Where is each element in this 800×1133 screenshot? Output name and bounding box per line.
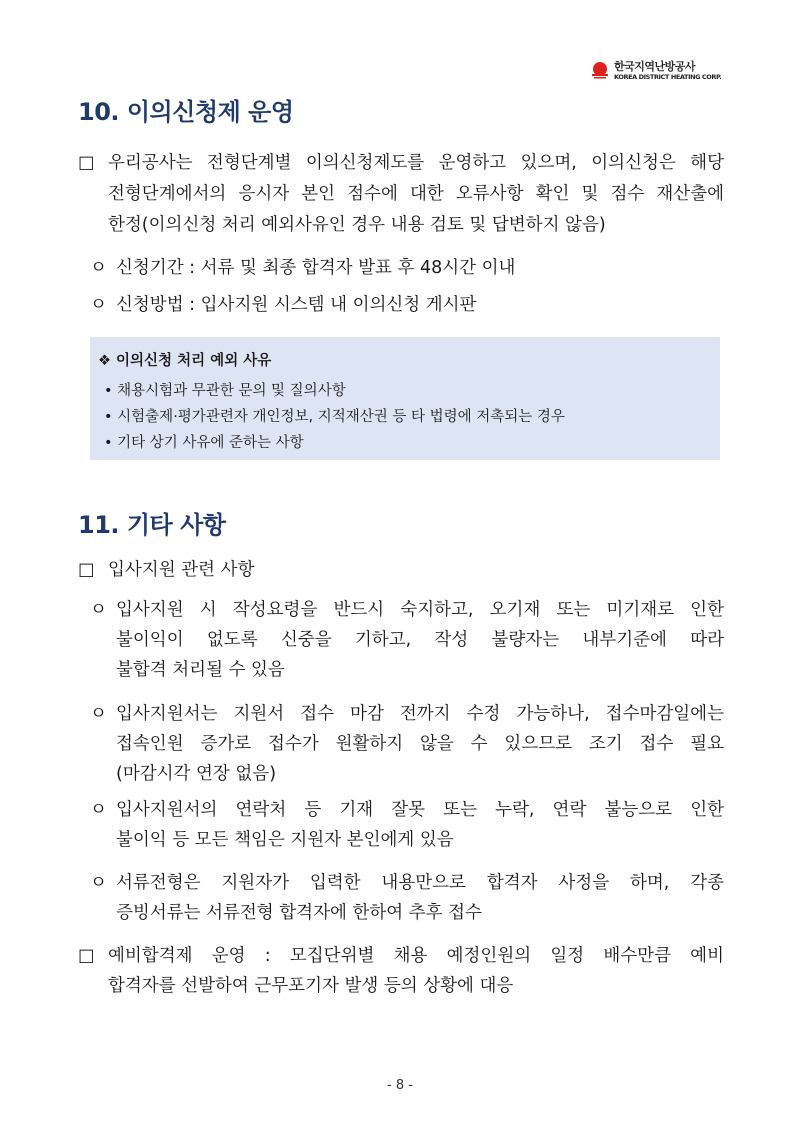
exception-note-item: • 시험출제·평가관련자 개인정보, 지적재산권 등 타 법령에 저촉되는 경우 (104, 409, 565, 425)
checkbox-square-marker: □ (78, 153, 95, 173)
paragraph-line: 전형단계에서의 응시자 본인 점수에 대한 오류사항 확인 및 점수 재산출에 (108, 184, 724, 204)
paragraph-line: (마감시각 연장 없음) (116, 764, 277, 784)
paragraph-line: 입사지원 관련 사항 (108, 560, 255, 580)
logo-english-text: KOREA DISTRICT HEATING CORP. (614, 73, 722, 81)
paragraph-line: 서류전형은 지원자가 입력한 내용만으로 합격자 사정을 하며, 각종 (116, 873, 724, 893)
application-period: 신청기간 : 서류 및 최종 합격자 발표 후 48시간 이내 (116, 258, 516, 278)
exception-note-item: • 채용시험과 무관한 문의 및 질의사항 (104, 383, 346, 399)
company-logo (590, 58, 720, 88)
circle-bullet-marker: ㅇ (90, 600, 107, 620)
page-number: - 8 - (387, 1078, 413, 1093)
paragraph-line: 불이익 등 모든 책임은 지원자 본인에게 있음 (116, 830, 454, 850)
exception-note-item: • 기타 상기 사유에 준하는 사항 (104, 435, 304, 451)
paragraph-line: 입사지원서는 지원서 접수 마감 전까지 수정 가능하나, 접수마감일에는 (116, 704, 724, 724)
paragraph-line: 합격자를 선발하여 근무포기자 발생 등의 상황에 대응 (108, 976, 514, 996)
circle-bullet-marker: ㅇ (90, 295, 107, 315)
paragraph-line: 우리공사는 전형단계별 이의신청제도를 운영하고 있으며, 이의신청은 해당 (108, 153, 724, 173)
paragraph-line: 불합격 처리될 수 있음 (116, 660, 285, 680)
paragraph-line: 불이익이 없도록 신중을 기하고, 작성 불량자는 내부기준에 따라 (116, 630, 724, 650)
circle-bullet-marker: ㅇ (90, 800, 107, 820)
paragraph-line: 접속인원 증가로 접수가 원활하지 않을 수 있으므로 조기 접수 필요 (116, 734, 724, 754)
checkbox-square-marker: □ (78, 560, 95, 580)
paragraph-line: 한정(이의신청 처리 예외사유인 경우 내용 검토 및 답변하지 않음) (108, 215, 606, 235)
section-10-title: 10. 이의신청제 운영 (78, 98, 294, 126)
circle-bullet-marker: ㅇ (90, 704, 107, 724)
exception-note-title: ❖ 이의신청 처리 예외 사유 (98, 353, 272, 369)
section-11-title: 11. 기타 사항 (78, 511, 226, 539)
checkbox-square-marker: □ (78, 946, 95, 966)
circle-bullet-marker: ㅇ (90, 873, 107, 893)
paragraph-line: 입사지원 시 작성요령을 반드시 숙지하고, 오기재 또는 미기재로 인한 (116, 600, 724, 620)
logo-korean-text: 한국지역난방공사 (614, 60, 696, 73)
exception-note-box (90, 337, 720, 460)
application-method: 신청방법 : 입사지원 시스템 내 이의신청 게시판 (116, 295, 477, 315)
paragraph-line: 예비합격제 운영 : 모집단위별 채용 예정인원의 일정 배수만큼 예비 (108, 946, 724, 966)
paragraph-line: 입사지원서의 연락처 등 기재 잘못 또는 누락, 연락 불능으로 인한 (116, 800, 724, 820)
logo-sun-icon (590, 60, 610, 82)
circle-bullet-marker: ㅇ (90, 258, 107, 278)
paragraph-line: 증빙서류는 서류전형 합격자에 한하여 추후 접수 (116, 903, 482, 923)
